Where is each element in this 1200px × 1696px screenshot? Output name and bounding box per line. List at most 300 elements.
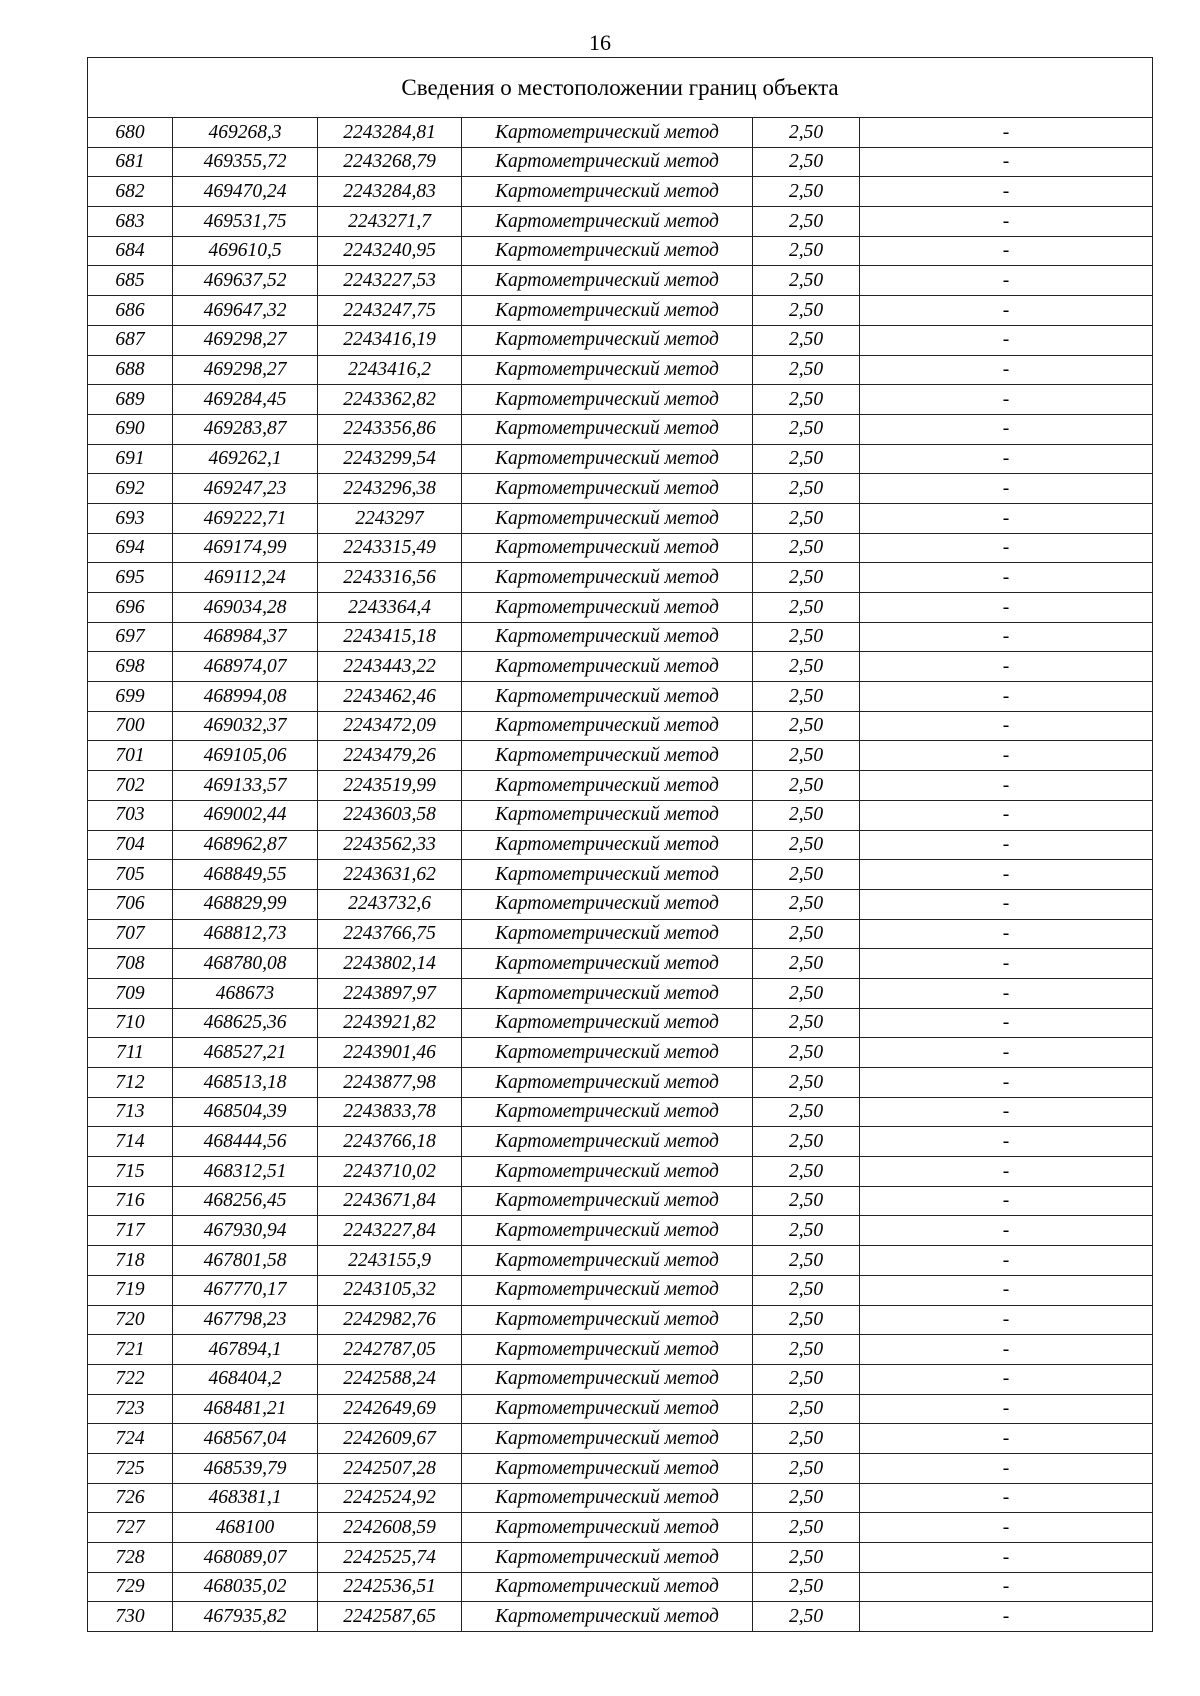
accuracy-cell: 2,50: [753, 1305, 860, 1335]
point-number-cell: 689: [88, 385, 173, 415]
method-cell: Картометрический метод: [462, 1008, 753, 1038]
x-coordinate-cell: 469247,23: [173, 474, 318, 504]
table-row: [88, 711, 1153, 741]
description-cell: -: [860, 1424, 1153, 1454]
x-coordinate-cell: 469637,52: [173, 266, 318, 296]
description-cell: -: [860, 1068, 1153, 1098]
method-cell: Картометрический метод: [462, 1186, 753, 1216]
method-cell: Картометрический метод: [462, 118, 753, 148]
method-cell: Картометрический метод: [462, 1097, 753, 1127]
x-coordinate-cell: 468829,99: [173, 889, 318, 919]
point-number-cell: 704: [88, 830, 173, 860]
y-coordinate-cell: 2243462,46: [318, 682, 462, 712]
accuracy-cell: 2,50: [753, 147, 860, 177]
page-number: 16: [589, 30, 611, 55]
description-cell: -: [860, 177, 1153, 207]
accuracy-cell: 2,50: [753, 622, 860, 652]
point-number-cell: 703: [88, 800, 173, 830]
accuracy-cell: 2,50: [753, 1335, 860, 1365]
point-number-cell: 709: [88, 978, 173, 1008]
y-coordinate-cell: 2243766,75: [318, 919, 462, 949]
method-cell: Картометрический метод: [462, 1275, 753, 1305]
method-cell: Картометрический метод: [462, 236, 753, 266]
method-cell: Картометрический метод: [462, 1038, 753, 1068]
accuracy-cell: 2,50: [753, 652, 860, 682]
accuracy-cell: 2,50: [753, 1246, 860, 1276]
description-cell: -: [860, 147, 1153, 177]
point-number-cell: 686: [88, 296, 173, 326]
x-coordinate-cell: 469284,45: [173, 385, 318, 415]
x-coordinate-cell: 469105,06: [173, 741, 318, 771]
method-cell: Картометрический метод: [462, 1335, 753, 1365]
description-cell: -: [860, 1364, 1153, 1394]
accuracy-cell: 2,50: [753, 919, 860, 949]
table-row: [88, 118, 1153, 148]
table-row: [88, 444, 1153, 474]
point-number-cell: 712: [88, 1068, 173, 1098]
y-coordinate-cell: 2242649,69: [318, 1394, 462, 1424]
description-cell: -: [860, 533, 1153, 563]
point-number-cell: 705: [88, 860, 173, 890]
description-cell: -: [860, 860, 1153, 890]
description-cell: -: [860, 889, 1153, 919]
point-number-cell: 719: [88, 1275, 173, 1305]
method-cell: Картометрический метод: [462, 503, 753, 533]
description-cell: -: [860, 1275, 1153, 1305]
table-row: [88, 652, 1153, 682]
accuracy-cell: 2,50: [753, 593, 860, 623]
accuracy-cell: 2,50: [753, 1127, 860, 1157]
accuracy-cell: 2,50: [753, 1513, 860, 1543]
point-number-cell: 687: [88, 325, 173, 355]
point-number-cell: 710: [88, 1008, 173, 1038]
y-coordinate-cell: 2243802,14: [318, 949, 462, 979]
point-number-cell: 688: [88, 355, 173, 385]
method-cell: Картометрический метод: [462, 622, 753, 652]
accuracy-cell: 2,50: [753, 800, 860, 830]
y-coordinate-cell: 2243316,56: [318, 563, 462, 593]
description-cell: -: [860, 949, 1153, 979]
point-number-cell: 693: [88, 503, 173, 533]
method-cell: Картометрический метод: [462, 563, 753, 593]
table-row: [88, 1572, 1153, 1602]
x-coordinate-cell: 468256,45: [173, 1186, 318, 1216]
method-cell: Картометрический метод: [462, 207, 753, 237]
accuracy-cell: 2,50: [753, 1394, 860, 1424]
point-number-cell: 685: [88, 266, 173, 296]
table-row: [88, 266, 1153, 296]
accuracy-cell: 2,50: [753, 1068, 860, 1098]
description-cell: -: [860, 1453, 1153, 1483]
point-number-cell: 690: [88, 414, 173, 444]
x-coordinate-cell: 468625,36: [173, 1008, 318, 1038]
description-cell: -: [860, 1097, 1153, 1127]
accuracy-cell: 2,50: [753, 830, 860, 860]
y-coordinate-cell: 2243296,38: [318, 474, 462, 504]
x-coordinate-cell: 469531,75: [173, 207, 318, 237]
table-row: [88, 563, 1153, 593]
accuracy-cell: 2,50: [753, 236, 860, 266]
method-cell: Картометрический метод: [462, 1127, 753, 1157]
x-coordinate-cell: 468962,87: [173, 830, 318, 860]
point-number-cell: 715: [88, 1157, 173, 1187]
table-row: [88, 1246, 1153, 1276]
method-cell: Картометрический метод: [462, 1157, 753, 1187]
description-cell: -: [860, 414, 1153, 444]
point-number-cell: 682: [88, 177, 173, 207]
x-coordinate-cell: 468089,07: [173, 1543, 318, 1573]
y-coordinate-cell: 2243897,97: [318, 978, 462, 1008]
description-cell: -: [860, 1038, 1153, 1068]
accuracy-cell: 2,50: [753, 1572, 860, 1602]
y-coordinate-cell: 2243247,75: [318, 296, 462, 326]
point-number-cell: 716: [88, 1186, 173, 1216]
method-cell: Картометрический метод: [462, 533, 753, 563]
description-cell: -: [860, 1186, 1153, 1216]
point-number-cell: 713: [88, 1097, 173, 1127]
point-number-cell: 717: [88, 1216, 173, 1246]
x-coordinate-cell: 467930,94: [173, 1216, 318, 1246]
x-coordinate-cell: 468312,51: [173, 1157, 318, 1187]
accuracy-cell: 2,50: [753, 711, 860, 741]
x-coordinate-cell: 468444,56: [173, 1127, 318, 1157]
y-coordinate-cell: 2242536,51: [318, 1572, 462, 1602]
table-row: [88, 1186, 1153, 1216]
x-coordinate-cell: 468812,73: [173, 919, 318, 949]
accuracy-cell: 2,50: [753, 682, 860, 712]
point-number-cell: 718: [88, 1246, 173, 1276]
description-cell: -: [860, 741, 1153, 771]
table-title-row: [88, 58, 1153, 118]
boundary-coordinates-table: [87, 57, 1153, 1632]
description-cell: -: [860, 593, 1153, 623]
description-cell: -: [860, 711, 1153, 741]
table-row: [88, 1453, 1153, 1483]
accuracy-cell: 2,50: [753, 1157, 860, 1187]
method-cell: Картометрический метод: [462, 355, 753, 385]
description-cell: -: [860, 1394, 1153, 1424]
description-cell: -: [860, 1127, 1153, 1157]
accuracy-cell: 2,50: [753, 771, 860, 801]
x-coordinate-cell: 468567,04: [173, 1424, 318, 1454]
description-cell: -: [860, 1216, 1153, 1246]
description-cell: -: [860, 1335, 1153, 1365]
y-coordinate-cell: 2243732,6: [318, 889, 462, 919]
method-cell: Картометрический метод: [462, 1453, 753, 1483]
accuracy-cell: 2,50: [753, 474, 860, 504]
accuracy-cell: 2,50: [753, 1424, 860, 1454]
accuracy-cell: 2,50: [753, 1038, 860, 1068]
description-cell: -: [860, 1157, 1153, 1187]
method-cell: Картометрический метод: [462, 266, 753, 296]
method-cell: Картометрический метод: [462, 919, 753, 949]
table-row: [88, 1483, 1153, 1513]
x-coordinate-cell: 469262,1: [173, 444, 318, 474]
x-coordinate-cell: 469470,24: [173, 177, 318, 207]
method-cell: Картометрический метод: [462, 414, 753, 444]
y-coordinate-cell: 2243415,18: [318, 622, 462, 652]
x-coordinate-cell: 469268,3: [173, 118, 318, 148]
x-coordinate-cell: 469355,72: [173, 147, 318, 177]
table-row: [88, 1157, 1153, 1187]
point-number-cell: 699: [88, 682, 173, 712]
point-number-cell: 711: [88, 1038, 173, 1068]
y-coordinate-cell: 2243240,95: [318, 236, 462, 266]
y-coordinate-cell: 2243519,99: [318, 771, 462, 801]
method-cell: Картометрический метод: [462, 385, 753, 415]
description-cell: -: [860, 563, 1153, 593]
y-coordinate-cell: 2243155,9: [318, 1246, 462, 1276]
x-coordinate-cell: 468974,07: [173, 652, 318, 682]
method-cell: Картометрический метод: [462, 593, 753, 623]
description-cell: -: [860, 1513, 1153, 1543]
y-coordinate-cell: 2243356,86: [318, 414, 462, 444]
y-coordinate-cell: 2243362,82: [318, 385, 462, 415]
y-coordinate-cell: 2243297: [318, 503, 462, 533]
table-row: [88, 860, 1153, 890]
table-row: [88, 1602, 1153, 1632]
y-coordinate-cell: 2243479,26: [318, 741, 462, 771]
method-cell: Картометрический метод: [462, 949, 753, 979]
x-coordinate-cell: 469032,37: [173, 711, 318, 741]
method-cell: Картометрический метод: [462, 800, 753, 830]
y-coordinate-cell: 2243284,81: [318, 118, 462, 148]
table-row: [88, 1364, 1153, 1394]
y-coordinate-cell: 2242587,65: [318, 1602, 462, 1632]
x-coordinate-cell: 469283,87: [173, 414, 318, 444]
y-coordinate-cell: 2243766,18: [318, 1127, 462, 1157]
point-number-cell: 692: [88, 474, 173, 504]
point-number-cell: 706: [88, 889, 173, 919]
table-row: [88, 1275, 1153, 1305]
point-number-cell: 726: [88, 1483, 173, 1513]
x-coordinate-cell: 468984,37: [173, 622, 318, 652]
table-row: [88, 682, 1153, 712]
accuracy-cell: 2,50: [753, 889, 860, 919]
accuracy-cell: 2,50: [753, 1543, 860, 1573]
x-coordinate-cell: 469610,5: [173, 236, 318, 266]
method-cell: Картометрический метод: [462, 1216, 753, 1246]
method-cell: Картометрический метод: [462, 860, 753, 890]
description-cell: -: [860, 1483, 1153, 1513]
method-cell: Картометрический метод: [462, 682, 753, 712]
description-cell: -: [860, 207, 1153, 237]
point-number-cell: 707: [88, 919, 173, 949]
method-cell: Картометрический метод: [462, 1543, 753, 1573]
description-cell: -: [860, 652, 1153, 682]
description-cell: -: [860, 266, 1153, 296]
method-cell: Картометрический метод: [462, 1394, 753, 1424]
accuracy-cell: 2,50: [753, 1275, 860, 1305]
method-cell: Картометрический метод: [462, 1424, 753, 1454]
y-coordinate-cell: 2243271,7: [318, 207, 462, 237]
accuracy-cell: 2,50: [753, 860, 860, 890]
accuracy-cell: 2,50: [753, 978, 860, 1008]
x-coordinate-cell: 469647,32: [173, 296, 318, 326]
table-row: [88, 889, 1153, 919]
y-coordinate-cell: 2242524,92: [318, 1483, 462, 1513]
description-cell: -: [860, 622, 1153, 652]
description-cell: -: [860, 1602, 1153, 1632]
method-cell: Картометрический метод: [462, 1364, 753, 1394]
x-coordinate-cell: 469298,27: [173, 355, 318, 385]
table-row: [88, 533, 1153, 563]
y-coordinate-cell: 2243877,98: [318, 1068, 462, 1098]
method-cell: Картометрический метод: [462, 1305, 753, 1335]
table-row: [88, 474, 1153, 504]
description-cell: -: [860, 771, 1153, 801]
table-row: [88, 1305, 1153, 1335]
method-cell: Картометрический метод: [462, 1483, 753, 1513]
point-number-cell: 702: [88, 771, 173, 801]
x-coordinate-cell: 467770,17: [173, 1275, 318, 1305]
table-row: [88, 1335, 1153, 1365]
method-cell: Картометрический метод: [462, 1068, 753, 1098]
table-row: [88, 949, 1153, 979]
x-coordinate-cell: 468849,55: [173, 860, 318, 890]
method-cell: Картометрический метод: [462, 1602, 753, 1632]
point-number-cell: 681: [88, 147, 173, 177]
x-coordinate-cell: 468504,39: [173, 1097, 318, 1127]
accuracy-cell: 2,50: [753, 741, 860, 771]
point-number-cell: 695: [88, 563, 173, 593]
description-cell: -: [860, 296, 1153, 326]
description-cell: -: [860, 919, 1153, 949]
table-row: [88, 236, 1153, 266]
x-coordinate-cell: 468100: [173, 1513, 318, 1543]
table-row: [88, 830, 1153, 860]
table-row: [88, 1513, 1153, 1543]
accuracy-cell: 2,50: [753, 1097, 860, 1127]
description-cell: -: [860, 385, 1153, 415]
description-cell: -: [860, 1572, 1153, 1602]
description-cell: -: [860, 325, 1153, 355]
description-cell: -: [860, 118, 1153, 148]
description-cell: -: [860, 1543, 1153, 1573]
description-cell: -: [860, 978, 1153, 1008]
x-coordinate-cell: 469002,44: [173, 800, 318, 830]
method-cell: Картометрический метод: [462, 711, 753, 741]
y-coordinate-cell: 2242787,05: [318, 1335, 462, 1365]
y-coordinate-cell: 2242608,59: [318, 1513, 462, 1543]
accuracy-cell: 2,50: [753, 414, 860, 444]
method-cell: Картометрический метод: [462, 1246, 753, 1276]
y-coordinate-cell: 2243472,09: [318, 711, 462, 741]
y-coordinate-cell: 2243364,4: [318, 593, 462, 623]
accuracy-cell: 2,50: [753, 118, 860, 148]
description-cell: -: [860, 682, 1153, 712]
accuracy-cell: 2,50: [753, 325, 860, 355]
table-row: [88, 919, 1153, 949]
table-row: [88, 355, 1153, 385]
description-cell: -: [860, 830, 1153, 860]
table-row: [88, 385, 1153, 415]
accuracy-cell: 2,50: [753, 533, 860, 563]
x-coordinate-cell: 469298,27: [173, 325, 318, 355]
y-coordinate-cell: 2243284,83: [318, 177, 462, 207]
point-number-cell: 698: [88, 652, 173, 682]
point-number-cell: 683: [88, 207, 173, 237]
point-number-cell: 721: [88, 1335, 173, 1365]
y-coordinate-cell: 2243227,84: [318, 1216, 462, 1246]
point-number-cell: 701: [88, 741, 173, 771]
table-row: [88, 177, 1153, 207]
x-coordinate-cell: 467801,58: [173, 1246, 318, 1276]
table-row: [88, 147, 1153, 177]
y-coordinate-cell: 2243710,02: [318, 1157, 462, 1187]
x-coordinate-cell: 468035,02: [173, 1572, 318, 1602]
x-coordinate-cell: 469133,57: [173, 771, 318, 801]
table-row: [88, 1097, 1153, 1127]
table-row: [88, 1127, 1153, 1157]
method-cell: Картометрический метод: [462, 177, 753, 207]
x-coordinate-cell: 469222,71: [173, 503, 318, 533]
table-row: [88, 325, 1153, 355]
method-cell: Картометрический метод: [462, 325, 753, 355]
y-coordinate-cell: 2243631,62: [318, 860, 462, 890]
accuracy-cell: 2,50: [753, 1186, 860, 1216]
accuracy-cell: 2,50: [753, 207, 860, 237]
table-row: [88, 622, 1153, 652]
x-coordinate-cell: 468539,79: [173, 1453, 318, 1483]
accuracy-cell: 2,50: [753, 949, 860, 979]
y-coordinate-cell: 2243921,82: [318, 1008, 462, 1038]
table-row: [88, 741, 1153, 771]
table-row: [88, 414, 1153, 444]
point-number-cell: 696: [88, 593, 173, 623]
table-row: [88, 207, 1153, 237]
x-coordinate-cell: 468527,21: [173, 1038, 318, 1068]
accuracy-cell: 2,50: [753, 1483, 860, 1513]
x-coordinate-cell: 468513,18: [173, 1068, 318, 1098]
y-coordinate-cell: 2243299,54: [318, 444, 462, 474]
x-coordinate-cell: 467798,23: [173, 1305, 318, 1335]
point-number-cell: 723: [88, 1394, 173, 1424]
method-cell: Картометрический метод: [462, 830, 753, 860]
y-coordinate-cell: 2243315,49: [318, 533, 462, 563]
point-number-cell: 730: [88, 1602, 173, 1632]
table-row: [88, 1216, 1153, 1246]
method-cell: Картометрический метод: [462, 741, 753, 771]
point-number-cell: 697: [88, 622, 173, 652]
y-coordinate-cell: 2243603,58: [318, 800, 462, 830]
description-cell: -: [860, 800, 1153, 830]
accuracy-cell: 2,50: [753, 385, 860, 415]
description-cell: -: [860, 474, 1153, 504]
description-cell: -: [860, 503, 1153, 533]
y-coordinate-cell: 2243416,19: [318, 325, 462, 355]
y-coordinate-cell: 2243671,84: [318, 1186, 462, 1216]
method-cell: Картометрический метод: [462, 474, 753, 504]
table-row: [88, 1424, 1153, 1454]
x-coordinate-cell: 468673: [173, 978, 318, 1008]
description-cell: -: [860, 355, 1153, 385]
description-cell: -: [860, 444, 1153, 474]
y-coordinate-cell: 2243105,32: [318, 1275, 462, 1305]
x-coordinate-cell: 468404,2: [173, 1364, 318, 1394]
x-coordinate-cell: 468381,1: [173, 1483, 318, 1513]
x-coordinate-cell: 468481,21: [173, 1394, 318, 1424]
method-cell: Картометрический метод: [462, 1572, 753, 1602]
method-cell: Картометрический метод: [462, 147, 753, 177]
accuracy-cell: 2,50: [753, 177, 860, 207]
point-number-cell: 724: [88, 1424, 173, 1454]
x-coordinate-cell: 467935,82: [173, 1602, 318, 1632]
method-cell: Картометрический метод: [462, 1513, 753, 1543]
accuracy-cell: 2,50: [753, 1216, 860, 1246]
x-coordinate-cell: 469112,24: [173, 563, 318, 593]
point-number-cell: 691: [88, 444, 173, 474]
